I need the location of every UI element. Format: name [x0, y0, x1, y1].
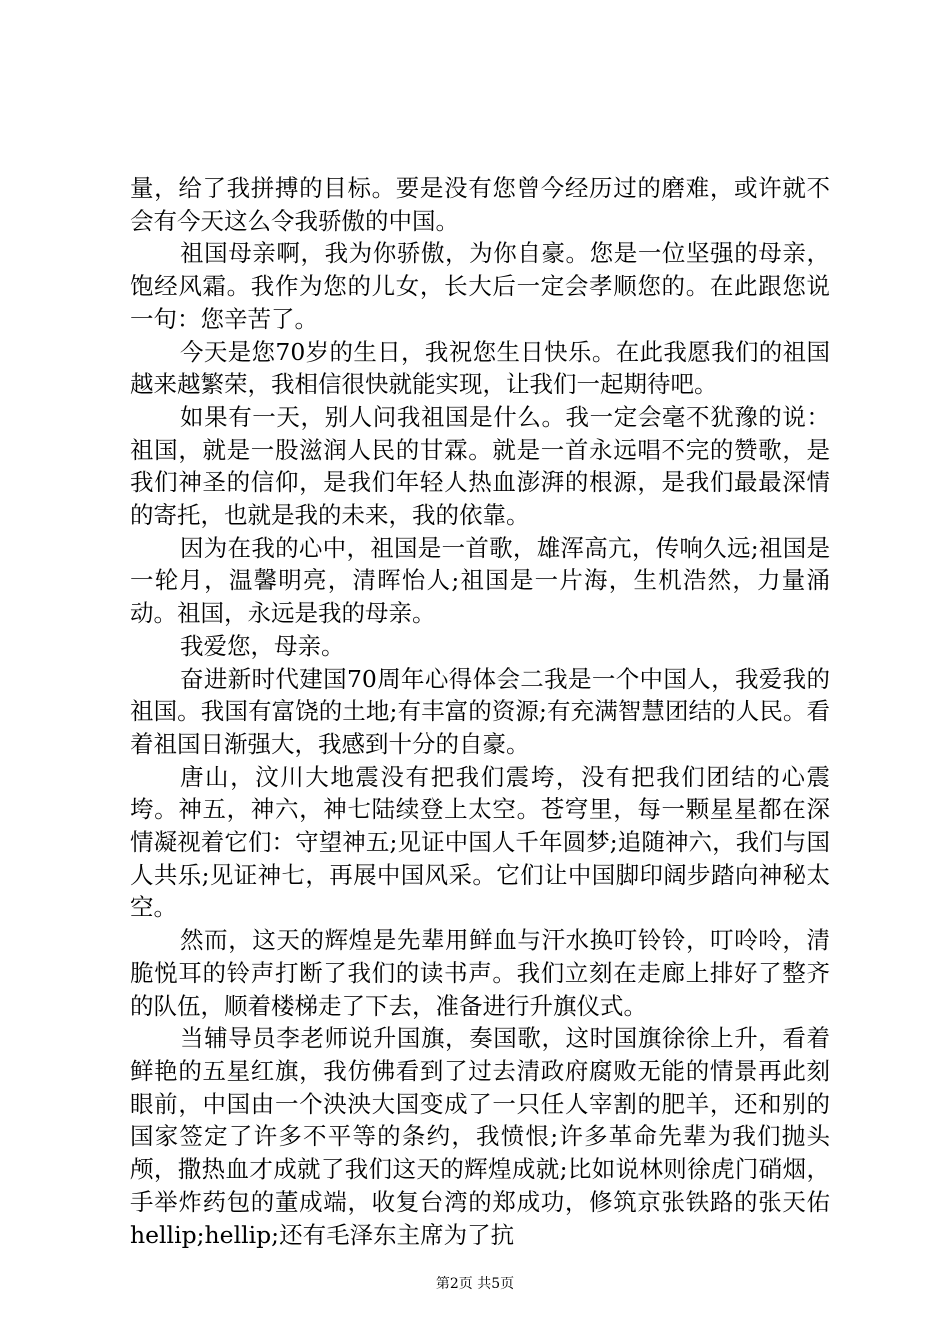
paragraph-7: 奋进新时代建国70周年心得体会二我是一个中国人，我爱我的祖国。我国有富饶的土地;有丰富的资源;有充满智慧团结的人民。看着祖国日渐强大，我感到十分的自豪。: [130, 664, 830, 758]
page-footer: 第2页 共5页: [435, 1276, 515, 1292]
paragraph-1: 量，给了我拼搏的目标。要是没有您曾今经历过的磨难，或许就不会有今天这么令我骄傲的中国。: [130, 174, 830, 235]
paragraph-10: 当辅导员李老师说升国旗，奏国歌，这时国旗徐徐上升，看着鲜艳的五星红旗，我仿佛看到了过去清政府腐败无能的情景再此刻眼前，中国由一个泱泱大国变成了一只任人宰割的肥羊，还和别的国家签定了许多不平等的条约，我愤恨;许多革命先辈为我们抛头颅，撒热血才成就了我们这天的辉煌成就;比如说林则徐虎门硝烟，手举炸药包的董成端，收复台湾的郑成功，修筑京张铁路的张天佑hellip;hellip;还有毛泽东主席为了抗: [130, 1024, 830, 1249]
document-body: [130, 172, 830, 1251]
paragraph-6: 我爱您，母亲。: [180, 631, 345, 660]
paragraph-9: 然而，这天的辉煌是先辈用鲜血与汗水换叮铃铃，叮呤呤，清脆悦耳的铃声打断了我们的读书声。我们立刻在走廊上排好了整齐的队伍，顺着楼梯走了下去，准备进行升旗仪式。: [130, 926, 830, 1020]
paragraph-8: 唐山，汶川大地震没有把我们震垮，没有把我们团结的心震垮。神五，神六，神七陆续登上太空。苍穹里，每一颗星星都在深情凝视着它们：守望神五;见证中国人千年圆梦;追随神六，我们与国人共乐;见证神七，再展中国风采。它们让中国脚印阔步踏向神秘太空。: [130, 762, 830, 922]
paragraph-4: 如果有一天，别人问我祖国是什么。我一定会毫不犹豫的说：祖国，就是一股滋润人民的甘霖。就是一首永远唱不完的赞歌，是我们神圣的信仰，是我们年轻人热血澎湃的根源，是我们最最深情的寄托，也就是我的未来，我的依靠。: [130, 402, 830, 530]
paragraph-5: 因为在我的心中，祖国是一首歌，雄浑高亢，传响久远;祖国是一轮月，温馨明亮，清晖怡人;祖国是一片海，生机浩然，力量涌动。祖国，永远是我的母亲。: [130, 533, 830, 628]
paragraph-3: 今天是您70岁的生日，我祝您生日快乐。在此我愿我们的祖国越来越繁荣，我相信很快就能实现，让我们一起期待吧。: [130, 337, 830, 399]
paragraph-2: 祖国母亲啊，我为你骄傲，为你自豪。您是一位坚强的母亲，饱经风霜。我作为您的儿女，长大后一定会孝顺您的。在此跟您说一句：您辛苦了。: [130, 239, 830, 333]
